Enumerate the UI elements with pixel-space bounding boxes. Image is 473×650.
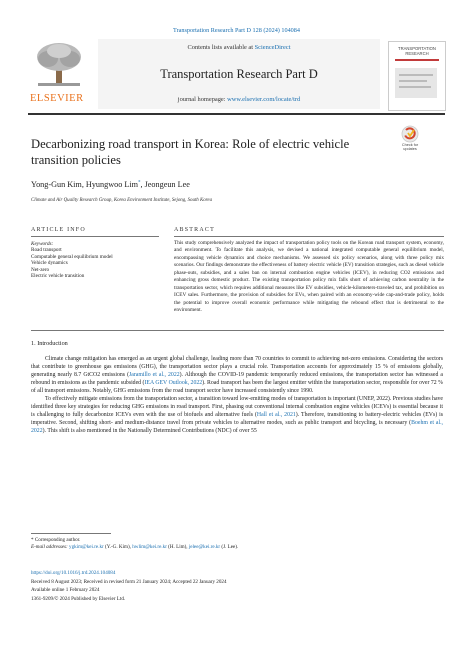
email-owner: (H. Lim), [166, 544, 189, 550]
email-link[interactable]: jelee@kei.re.kr [188, 544, 221, 550]
journal-citation-link[interactable]: Transportation Research Part D 128 (2024) 104084 [173, 27, 300, 34]
article-info-divider [31, 236, 159, 237]
footnote-divider [31, 533, 111, 534]
paragraph-text: To effectively mitigate emissions from the transportation sector, a transition toward low-emitting modes of transportation is important (UNEP, 2022). Previous studies have identified three key strategies for reducing GHG emissions in road transport. First, phasing out conventional internal combustion engine vehicles (ICEVs) is essential because it is challenging to fully decarbonize ICEVs even with the use of biofuels and alternative fuels ( [31, 395, 443, 418]
cover-bar [395, 59, 439, 61]
homepage-prefix: journal homepage: [177, 96, 228, 103]
paragraph [31, 396, 443, 436]
abstract-text: This study comprehensively analyzed the impact of transportation policy tools on the Korean road transport system, economy, and environment. To facilitate this analysis, we devised a national integrated computable general equilibrium model, encompassing vehicle dynamics and choice mechanisms. We assessed six policy scenarios, along with three policy mix scenarios. Our findings demonstrate the effectiveness of battery electric vehicle (EV) transition strategies, such as diesel vehicle phase-outs, subsidies, and a sales ban on internal combustion engine vehicles (ICEV), in reducing CO2 emissions and enhancing gross domestic product. The existing transportation policy mix falls short of achieving carbon neutrality in the transportation sector, which requires additional measures like EV subsidies, vehicle-kilometers-traveled tax, and prohibition on ICEV sales. Furthermore, the provision of subsidies for EVs, when paired with an economy-wide cap-and-trade policy, holds the potential to improve overall economic performance while mitigating the rebound effect that is detrimental to the environment. [174, 240, 444, 314]
contents-line [98, 44, 380, 51]
author-list: Yong-Gun Kim, Hyungwoo Lim*, Jeongeun Lee [31, 180, 190, 189]
paragraph-text: ). Road transport has been the largest emitter within the transportation sector, responsible for over 72 % of all transport emissions. Notably, GHG emissions from the road transport sector have increased consistently since 1990. [31, 379, 443, 394]
footnote [31, 537, 238, 551]
journal-header [28, 39, 445, 111]
paragraph-text: ). Therefore, transitioning to battery-electric vehicles (EVs) is imperative. Second, shifting short- and medium-distance travel from private vehicles to alternative modes, such as public transport and bicycling, is necessary ( [31, 411, 444, 426]
introduction-body [31, 356, 443, 436]
check-updates-label: Check for updates [401, 143, 419, 152]
keyword: Electric vehicle transition [31, 273, 85, 280]
check-updates-icon [396, 124, 424, 144]
abstract-bottom-divider [31, 330, 444, 331]
keyword: Net-zero [31, 266, 50, 273]
corresponding-note: * Corresponding author. [31, 537, 81, 543]
contents-prefix: Contents lists available at [187, 44, 255, 51]
abstract-heading: ABSTRACT [174, 227, 215, 233]
email-label: E-mail addresses: [31, 544, 68, 550]
abstract-divider [174, 236, 444, 237]
article-title: Decarbonizing road transport in Korea: Role of electric vehicle transition policies [31, 137, 350, 167]
author-name[interactable]: Jeongeun Lee [144, 180, 190, 189]
homepage-line [98, 96, 380, 103]
email-owner: (J. Lee). [220, 544, 239, 550]
author-name[interactable]: Hyungwoo Lim [85, 180, 138, 189]
article-history: Received 8 August 2023; Received in revised form 21 January 2024; Accepted 22 January 2024 [31, 578, 227, 585]
cover-image-icon [389, 64, 443, 104]
cover-title: TRANSPORTATION RESEARCH [398, 46, 436, 56]
keyword: Road transport [31, 247, 62, 254]
header-divider [28, 113, 445, 115]
paragraph [31, 356, 443, 396]
copyright: 1361-9209/© 2024 Published by Elsevier Ltd. [31, 595, 126, 602]
check-for-updates-badge[interactable] [396, 124, 424, 154]
email-link[interactable]: ygkim@kei.re.kr [69, 544, 104, 550]
email-link[interactable]: hwlim@kei.re.kr [132, 544, 167, 550]
citation-link[interactable]: Hall et al., 2021 [256, 411, 296, 418]
email-line [31, 544, 238, 551]
email-owner: (Y.-G. Kim), [103, 544, 133, 550]
affiliation: Climate and Air Quality Research Group, Korea Environment Institute, Sejong, South Korea [31, 198, 213, 203]
keywords-block [31, 241, 113, 279]
elsevier-tree-icon [34, 41, 84, 87]
citation-link[interactable]: IEA GEV Outlook, 2022 [144, 379, 203, 386]
article-info-heading: ARTICLE INFO [31, 227, 86, 233]
citation-link[interactable]: Jaramillo et al., 2022 [129, 371, 180, 378]
paragraph-text: Climate change mitigation has emerged as an urgent global challenge, leading more than 70 countries to commit to achieving net-zero emissions. Considering the sectors that contribute to greenhouse gas emissions (GHG), the transportation sector plays a crucial role. Transportation accounts for approximately 15 % of emissions globally, generating nearly 8.7 GtCO2 emissions ( [31, 356, 443, 378]
citation-link[interactable]: Boehm et al., 2022 [31, 419, 443, 434]
journal-homepage-link[interactable]: www.elsevier.com/locate/trd [227, 96, 301, 103]
keywords-label: Keywords: [31, 241, 54, 247]
sciencedirect-link[interactable]: ScienceDirect [254, 44, 291, 51]
journal-title: Transportation Research Part D [160, 67, 318, 81]
doi-link[interactable]: https://doi.org/10.1016/j.trd.2024.104084 [31, 570, 116, 576]
author-name[interactable]: Yong-Gun Kim [31, 180, 82, 189]
corresponding-author-mark[interactable]: * [138, 180, 141, 186]
journal-masthead [98, 39, 380, 109]
publisher-name: ELSEVIER [30, 93, 84, 104]
article-metadata [31, 569, 227, 603]
elsevier-logo[interactable] [28, 41, 90, 109]
paragraph-text: ). Although the COVID-19 pandemic temporarily reduced emissions, the transportation sector has witnessed a rebound in emissions as the pandemic subsided ( [31, 371, 443, 386]
introduction-heading: 1. Introduction [31, 340, 68, 347]
paragraph-text: ). This shift is also mentioned in the Nationally Determined Contributions (NDC) of over 55 [42, 427, 257, 434]
keyword: Vehicle dynamics [31, 260, 68, 267]
keyword: Computable general equilibrium model [31, 253, 113, 260]
journal-cover-thumbnail[interactable] [388, 41, 446, 111]
available-online: Available online 1 February 2024 [31, 587, 100, 593]
